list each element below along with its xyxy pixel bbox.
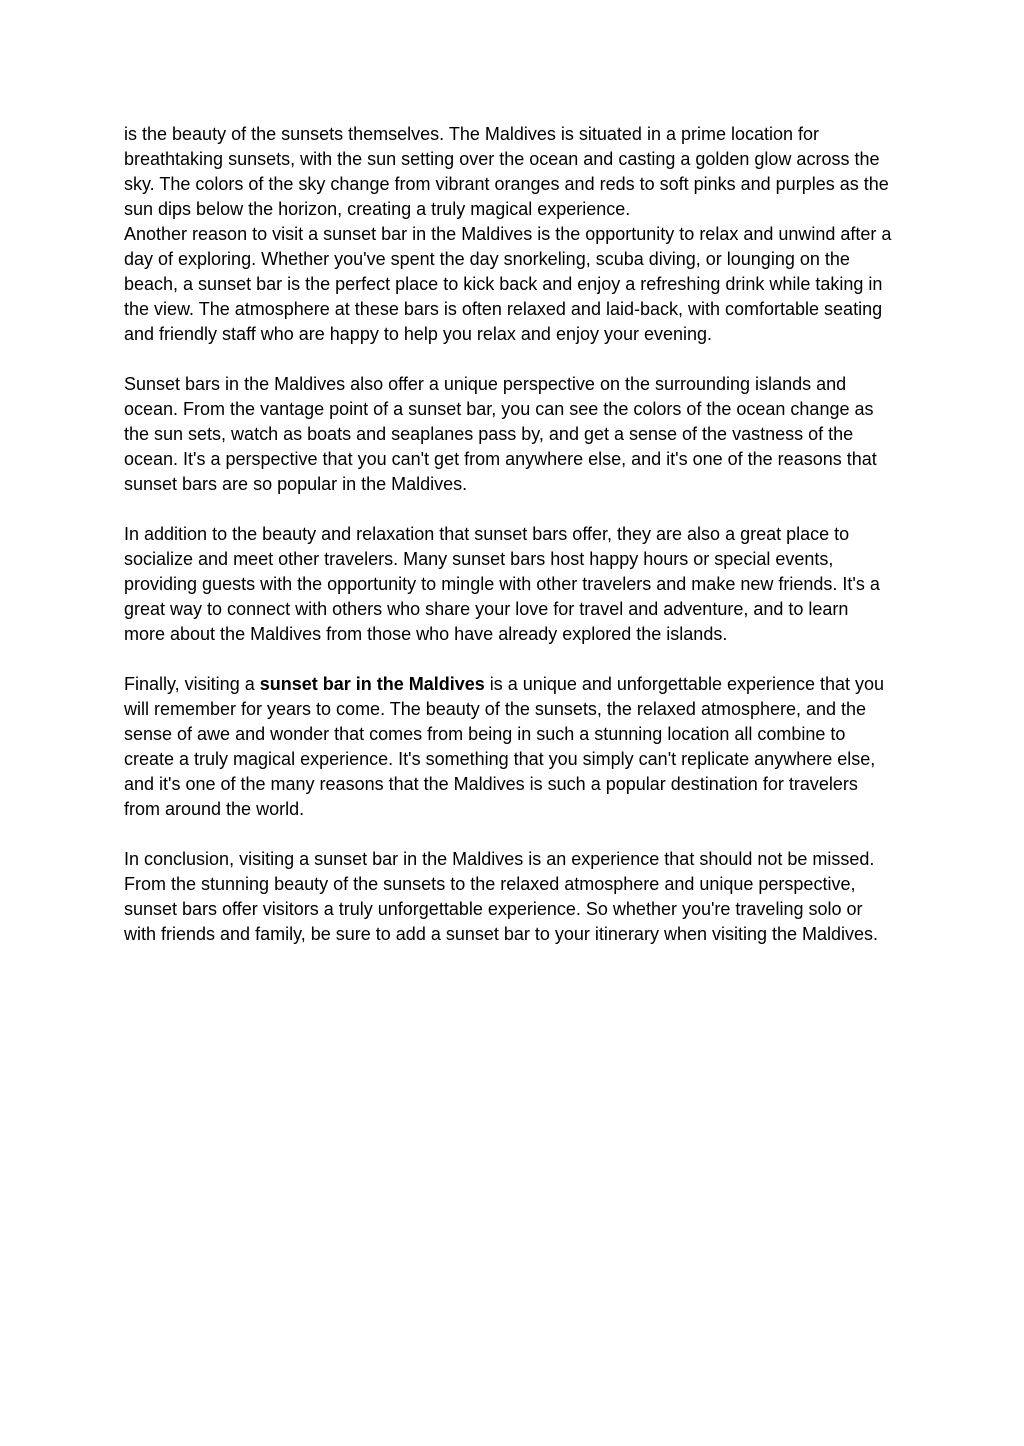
paragraph-conclusion: In conclusion, visiting a sunset bar in the Maldives is an experience that should not be missed. From the stunning beauty of the sunsets to the relaxed atmosphere and unique perspective, sunset bars offer visitors a truly unforgettable experience. So whether you're traveling solo or with friends and family, be sure to add a sunset bar to your itinerary when visiting the Maldives. <box>124 849 879 944</box>
document-page <box>124 122 894 947</box>
bold-keyword-phrase: sunset bar in the Maldives <box>259 674 485 694</box>
paragraph-spacer <box>124 347 894 372</box>
paragraph-relax-unwind: Another reason to visit a sunset bar in the Maldives is the opportunity to relax and unwind after a day of exploring. Whether you've spent the day snorkeling, scuba diving, or lounging on the beach, a sunset bar is the perfect place to kick back and enjoy a refreshing drink while taking in the view. The atmosphere at these bars is often relaxed and laid-back, with comfortable seating and friendly staff who are happy to help you relax and enjoy your evening. <box>124 224 892 344</box>
paragraph-spacer <box>124 822 894 847</box>
paragraph-spacer <box>124 647 894 672</box>
paragraph-unique-perspective: Sunset bars in the Maldives also offer a unique perspective on the surrounding islands and ocean. From the vantage point of a sunset bar, you can see the colors of the ocean change as the sun sets, watch as boats and seaplanes pass by, and get a sense of the vastness of the ocean. It's a perspective that you can't get from anywhere else, and it's one of the reasons that sunset bars are so popular in the Maldives. <box>124 374 877 494</box>
paragraph-spacer <box>124 497 894 522</box>
paragraph-finally-intro: Finally, visiting a <box>124 674 260 694</box>
paragraph-socialize: In addition to the beauty and relaxation that sunset bars offer, they are also a great place to socialize and meet other travelers. Many sunset bars host happy hours or special events, providing guests with the opportunity to mingle with other travelers and make new friends. It's a great way to connect with others who share your love for travel and adventure, and to learn more about the Maldives from those who have already explored the islands. <box>124 524 880 644</box>
paragraph-sunset-beauty: is the beauty of the sunsets themselves. The Maldives is situated in a prime location for breathtaking sunsets, with the sun setting over the ocean and casting a golden glow across the sky. The colors of the sky change from vibrant oranges and reds to soft pinks and purples as the sun dips below the horizon, creating a truly magical experience. <box>124 124 889 219</box>
paragraph-finally <box>124 672 894 822</box>
paragraph-finally-rest: is a unique and unforgettable experience that you will remember for years to come. The beauty of the sunsets, the relaxed atmosphere, and the sense of awe and wonder that comes from being in such a stunning location all combine to create a truly magical experience. It's something that you simply can't replicate anywhere else, and it's one of the many reasons that the Maldives is such a popular destination for travelers from around the world. <box>124 674 885 819</box>
